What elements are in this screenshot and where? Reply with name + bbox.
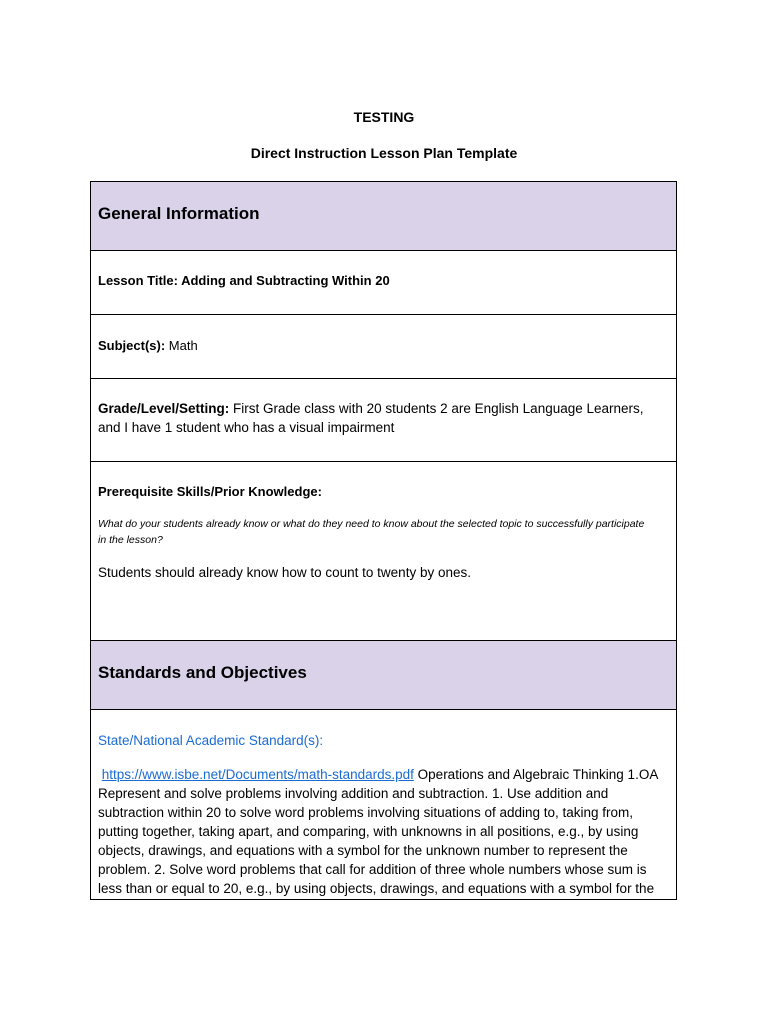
prerequisite-label: Prerequisite Skills/Prior Knowledge: — [98, 484, 322, 499]
subjects-label: Subject(s): — [98, 338, 166, 353]
prerequisite-prompt: What do your students already know or what do they need to know about the selected topic to successfully participate in the lesson? — [98, 518, 645, 546]
standards-body-text: Operations and Algebraic Thinking 1.OA Represent and solve problems involving addition and subtraction. 1. Use addition and subtraction within 20 to solve word problems involving situations of adding to, taking from, putting together, taking apart, and comparing, with unknowns in all positions, e.g., by using objects, drawings, and equations with a symbol for the unknown number to represent the problem. 2. Solve word problems that call for addition of three whole numbers whose sum is less than or equal to 20, e.g., by using objects, drawings, and equations with a symbol for the — [98, 767, 658, 896]
lesson-plan-table — [90, 181, 677, 900]
lesson-title-row — [91, 251, 676, 315]
lesson-title-text: Lesson Title: Adding and Subtracting Within 20 — [98, 273, 390, 288]
standards-objectives-heading: Standards and Objectives — [98, 663, 307, 682]
standards-body — [98, 765, 670, 898]
grade-text — [98, 399, 666, 437]
prerequisite-answer: Students should already know how to count to twenty by ones. — [98, 565, 471, 580]
document-title: TESTING — [353, 109, 415, 125]
standards-label: State/National Academic Standard(s): — [98, 733, 324, 748]
standards-objectives-header-row — [91, 641, 676, 710]
grade-row — [91, 379, 676, 462]
general-information-heading: General Information — [98, 204, 260, 223]
subjects-text — [98, 336, 198, 355]
grade-value: First Grade class with 20 students 2 are English Language Learners, and I have 1 student who has a visual impairment — [98, 401, 644, 435]
document-subtitle: Direct Instruction Lesson Plan Template — [250, 145, 518, 161]
standards-row — [91, 710, 676, 900]
standards-link[interactable]: https://www.isbe.net/Documents/math-standards.pdf — [101, 767, 414, 782]
grade-label: Grade/Level/Setting: — [98, 401, 230, 416]
general-information-header-row — [91, 182, 676, 251]
subjects-row — [91, 315, 676, 379]
prerequisite-row — [91, 462, 676, 641]
subjects-value: Math — [165, 338, 198, 353]
